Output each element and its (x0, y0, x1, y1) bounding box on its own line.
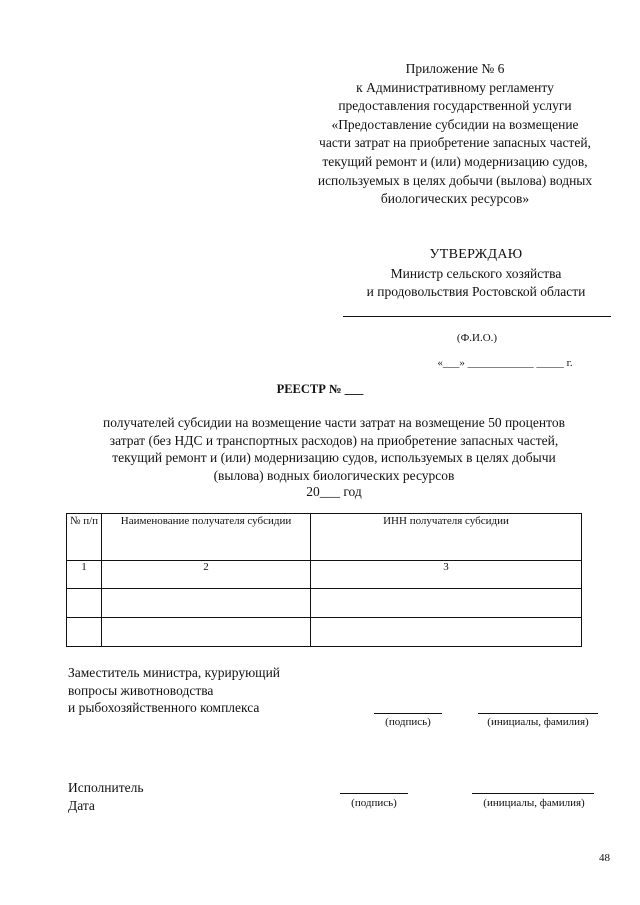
annex-line: части затрат на приобретение запасных частей, (319, 135, 591, 151)
annex-line: «Предоставление субсидии на возмещение (331, 116, 579, 132)
annex-line: биологических ресурсов» (380, 191, 530, 207)
date-label: Дата (68, 797, 95, 813)
table-cell (311, 589, 582, 618)
header-number: № п/п (67, 514, 102, 561)
annex-line: текущий ремонт и (или) модернизацию судов, (322, 153, 588, 169)
table-cell (102, 618, 311, 647)
approval-signature-line (343, 316, 611, 317)
column-number: 2 (102, 561, 311, 589)
deputy-line: Заместитель министра, курирующий (68, 665, 281, 680)
approval-block (340, 246, 612, 302)
registry-description-line: получателей субсидии на возмещение части затрат на возмещение 50 процентов (103, 415, 565, 430)
registry-title: РЕЕСТР № ___ (276, 382, 364, 396)
table-numbering-row (67, 561, 582, 589)
table-row (67, 618, 582, 647)
table-header-row (67, 514, 582, 561)
table-cell (67, 618, 102, 647)
annex-line: используемых в целях добычи (вылова) водных (317, 172, 593, 188)
table-row (67, 589, 582, 618)
registry-description-line: затрат (без НДС и транспортных расходов) на приобретение запасных частей, (109, 432, 559, 448)
approval-date: «___» ____________ _____ г. (437, 357, 573, 369)
table-cell (102, 589, 311, 618)
header-inn: ИНН получателя субсидии (311, 514, 582, 561)
column-number: 3 (311, 561, 582, 589)
column-number: 1 (67, 561, 102, 589)
deputy-name-caption: (инициалы, фамилия) (487, 716, 589, 728)
executor-name-caption: (инициалы, фамилия) (483, 797, 585, 809)
executor-signature-caption: (подпись) (351, 797, 397, 809)
annex-line: к Административному регламенту (356, 79, 554, 95)
table-cell (311, 618, 582, 647)
table-cell (67, 589, 102, 618)
registry-description-line: (вылова) водных биологических ресурсов (213, 467, 455, 483)
deputy-line: вопросы животноводства (68, 682, 214, 698)
executor-label: Исполнитель (68, 780, 144, 795)
page-number: 48 (599, 852, 610, 864)
executor-signature-line (340, 793, 408, 794)
deputy-name-line (478, 713, 598, 714)
approval-fio-caption: (Ф.И.О.) (456, 332, 498, 344)
deputy-signature-caption: (подпись) (385, 716, 431, 728)
executor-block (68, 779, 144, 814)
annex-header (296, 60, 614, 209)
annex-line: предоставления государственной услуги (338, 98, 572, 114)
deputy-signature-line (374, 713, 442, 714)
registry-description-line: текущий ремонт и (или) модернизацию судов, используемых в целях добычи (112, 450, 556, 465)
approval-position: и продовольствия Ростовской области (366, 284, 586, 299)
deputy-line: и рыбохозяйственного комплекса (68, 700, 260, 715)
deputy-minister-block (68, 664, 280, 717)
header-recipient-name: Наименование получателя субсидии (102, 514, 311, 561)
registry-description (74, 414, 594, 484)
annex-line: Приложение № 6 (405, 61, 505, 76)
registry-table (66, 513, 582, 647)
executor-name-line (472, 793, 594, 794)
approval-position: Министр сельского хозяйства (390, 265, 562, 281)
approval-title: УТВЕРЖДАЮ (429, 247, 523, 262)
registry-year: 20___ год (306, 484, 362, 499)
